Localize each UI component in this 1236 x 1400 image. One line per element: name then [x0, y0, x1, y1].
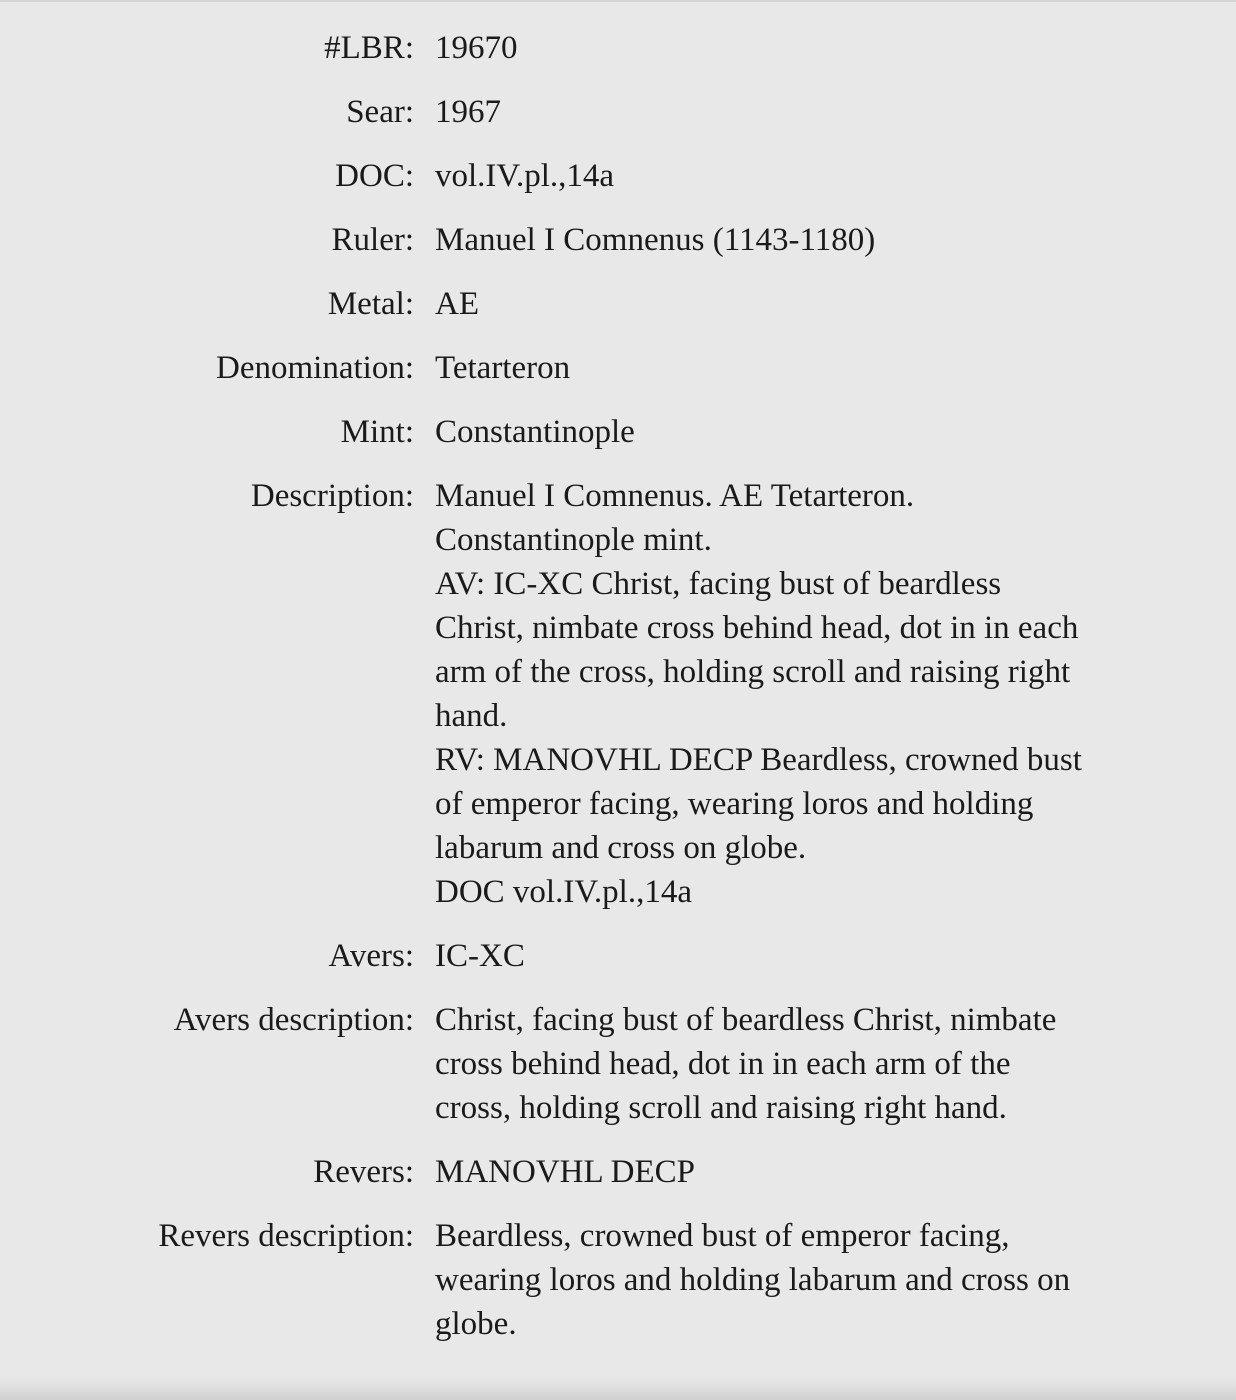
- field-label-metal: Metal:: [327, 286, 414, 322]
- description-line: RV: MANOVHL DECP Beardless, crowned bust of emperor facing, wearing loros and holding labarum and cross on globe.: [435, 742, 1082, 866]
- top-divider: [0, 0, 1236, 2]
- coin-details-list: [0, 26, 1236, 1366]
- field-label-ruler: Ruler:: [331, 222, 414, 258]
- field-row-revers: [0, 1150, 1236, 1194]
- field-value-mint: Constantinople: [435, 414, 635, 450]
- field-label-doc: DOC:: [335, 158, 414, 194]
- field-value-avers-description: Christ, facing bust of beardless Christ, nimbate cross behind head, dot in in each arm of the cross, holding scroll and raising right hand.: [435, 1002, 1057, 1126]
- field-label-avers: Avers:: [328, 938, 414, 974]
- field-row-metal: [0, 282, 1236, 326]
- field-value-doc: vol.IV.pl.,14a: [435, 158, 615, 194]
- field-label-lbr: #LBR:: [324, 30, 414, 66]
- field-row-avers: [0, 934, 1236, 978]
- description-line: Constantinople mint.: [435, 522, 712, 558]
- field-value-revers: MANOVHL DECP: [435, 1154, 696, 1190]
- description-line: Manuel I Comnenus. AE Tetarteron.: [435, 478, 915, 514]
- field-value-denomination: Tetarteron: [435, 350, 571, 386]
- bottom-shadow: [0, 1378, 1236, 1400]
- description-line: AV: IC-XC Christ, facing bust of beardless Christ, nimbate cross behind head, dot in in each arm of the cross, holding scroll and raising right hand.: [435, 566, 1079, 734]
- field-value-ruler: Manuel I Comnenus (1143-1180): [435, 222, 876, 258]
- field-label-description: Description:: [250, 478, 414, 514]
- field-label-denomination: Denomination:: [216, 350, 414, 386]
- field-row-lbr: [0, 26, 1236, 70]
- field-value-avers: IC-XC: [435, 938, 525, 974]
- field-row-ruler: [0, 218, 1236, 262]
- field-row-denomination: [0, 346, 1236, 390]
- field-value-lbr: 19670: [435, 30, 518, 66]
- field-row-sear: [0, 90, 1236, 134]
- field-row-mint: [0, 410, 1236, 454]
- field-label-mint: Mint:: [340, 414, 414, 450]
- field-label-revers: Revers:: [313, 1154, 414, 1190]
- description-line: DOC vol.IV.pl.,14a: [435, 874, 692, 910]
- field-row-description: [0, 474, 1236, 914]
- field-row-avers-description: [0, 998, 1236, 1130]
- field-label-revers-description: Revers description:: [158, 1218, 414, 1254]
- field-value-description: [435, 474, 1090, 914]
- field-value-sear: 1967: [435, 94, 501, 130]
- field-row-revers-description: [0, 1214, 1236, 1346]
- field-label-sear: Sear:: [346, 94, 414, 130]
- field-label-avers-description: Avers description:: [173, 1002, 414, 1038]
- field-row-doc: [0, 154, 1236, 198]
- field-value-metal: AE: [435, 286, 479, 322]
- field-value-revers-description: Beardless, crowned bust of emperor facing, wearing loros and holding labarum and cross on globe.: [435, 1218, 1071, 1342]
